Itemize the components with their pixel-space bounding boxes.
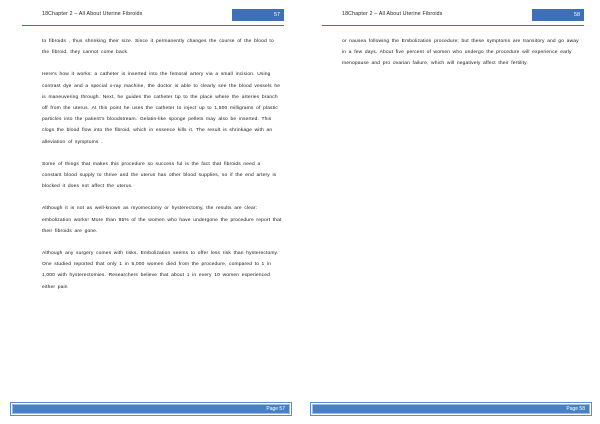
paragraph: Although any surgery comes with risks, Embolization seems to offer less risk than hysterectomy. One studied reported that only 1 in 5,000 women died from the procedure, compared to 1 in 1,000 with hysterectomies. Researchers believe that about 1 in every 10 women experienced either pain (42, 251, 279, 290)
page-right-content (300, 0, 600, 424)
footer-page-label: Page 57 (266, 406, 285, 412)
header-page-badge (232, 9, 284, 21)
page-right-body (342, 36, 582, 388)
paragraph: Here's how it works: a catheter is inserted into the femoral artery via a small incision. Using contrast dye and a special x-ray machine, the doctor is able to clearly see the blood vessels he is maneuvering through. Next, he guides the catheter tip to the place where the arteries branch off from the uterus. At this point he uses the catheter to inject up to 1,500 milligrams of plastic particles into the patient's bloodstream. Gelatin-like sponge pellets may also be inserted. This clogs the blood flow into the fibroid, which in essence kills it. The result is shrinkage with an alleviation of symptoms . (42, 72, 281, 145)
page-right-header (322, 10, 584, 26)
header-rule (322, 25, 584, 26)
footer-progress-bar[interactable] (12, 404, 290, 414)
page-right-footer (310, 402, 592, 416)
paragraph: Some of things that makes this procedure so success ful is the fact that fibroids need a constant blood supply to thrive and the uterus has other blood supplies, so if the end artery is blocked it does not affect the uterus. (42, 161, 277, 190)
footer-progress-fill (13, 405, 289, 413)
page-left-footer (10, 402, 292, 416)
header-page-badge (532, 9, 584, 21)
footer-page-label: Page 58 (566, 406, 585, 412)
header-title: 18Chapter 2 – All About Uterine Fibroids (42, 11, 143, 17)
page-left-body (42, 36, 282, 388)
page-left-header (22, 10, 284, 26)
header-page-number: 57 (274, 12, 280, 18)
paragraph: Although it is not as well-known as myomectomy or hysterectomy, the results are clear: embolization works! More than 85% of the women who have undergone the procedure report that their fibroids are gone. (42, 206, 282, 234)
footer-progress-fill (313, 405, 589, 413)
page-right (300, 0, 600, 424)
header-title: 18Chapter 2 – All About Uterine Fibroids (342, 11, 443, 17)
header-rule (22, 25, 284, 26)
footer-progress-bar[interactable] (312, 404, 590, 414)
paragraph: to fibroids , thus shrinking their size. Since it permanently changes the course of the blood to the fibroid, they cannot come back. (42, 39, 274, 56)
header-page-number: 58 (574, 12, 580, 18)
paragraph: or nausea following the Embolization procedure; but these symptoms are transitory and go away in a few days. About five percent of women who undergo the procedure will experience early menopause and pro ovarian failure, which will negatively affect their fertility. (342, 39, 579, 67)
